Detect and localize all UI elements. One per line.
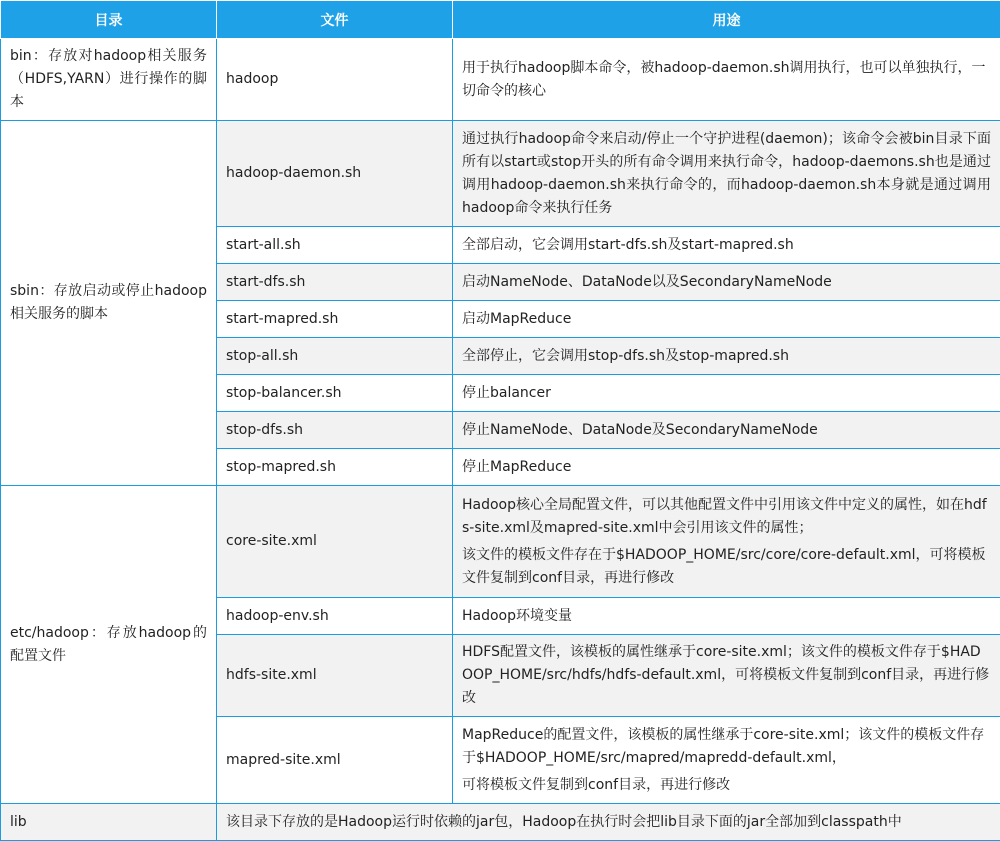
use-cell: 全部启动，它会调用start-dfs.sh及start-mapred.sh xyxy=(453,227,1000,264)
dir-cell-etc: etc/hadoop：存放hadoop的配置文件 xyxy=(1,486,217,804)
dir-cell-sbin: sbin：存放启动或停止hadoop相关服务的脚本 xyxy=(1,121,217,486)
dir-cell-bin: bin：存放对hadoop相关服务（HDFS,YARN）进行操作的脚本 xyxy=(1,39,217,121)
file-cell: stop-dfs.sh xyxy=(217,412,453,449)
header-file: 文件 xyxy=(217,1,453,39)
file-cell: start-all.sh xyxy=(217,227,453,264)
header-dir: 目录 xyxy=(1,1,217,39)
lib-use-cell: 该目录下存放的是Hadoop运行时依赖的jar包，Hadoop在执行时会把lib目录下面的jar全部加到classpath中 xyxy=(217,804,1000,841)
use-cell: HDFS配置文件，该模板的属性继承于core-site.xml；该文件的模板文件存于$HADOOP_HOME/src/hdfs/hdfs-default.xml，可将模板文件复制到conf目录，再进行修改 xyxy=(453,635,1000,717)
file-cell: stop-all.sh xyxy=(217,338,453,375)
use-cell: 启动NameNode、DataNode以及SecondaryNameNode xyxy=(453,264,1000,301)
use-cell: 启动MapReduce xyxy=(453,301,1000,338)
file-cell: hadoop-daemon.sh xyxy=(217,121,453,227)
file-cell: hadoop-env.sh xyxy=(217,598,453,635)
use-cell: MapReduce的配置文件，该模板的属性继承于core-site.xml；该文件的模板文件存于$HADOOP_HOME/src/mapred/mapredd-default.xml， 可将模板文件复制到conf目录，再进行修改 xyxy=(453,717,1000,804)
use-cell: 用于执行hadoop脚本命令，被hadoop-daemon.sh调用执行，也可以单独执行，一切命令的核心 xyxy=(453,39,1000,121)
file-cell: mapred-site.xml xyxy=(217,717,453,804)
file-cell: start-dfs.sh xyxy=(217,264,453,301)
table-row xyxy=(1,39,1000,121)
use-cell: 通过执行hadoop命令来启动/停止一个守护进程(daemon)；该命令会被bin目录下面所有以start或stop开头的所有命令调用来执行命令，hadoop-daemons.sh也是通过调用hadoop-daemon.sh来执行命令的，而hadoop-daemon.sh本身就是通过调用hadoop命令来执行任务 xyxy=(453,121,1000,227)
file-cell: stop-balancer.sh xyxy=(217,375,453,412)
use-cell: 停止MapReduce xyxy=(453,449,1000,486)
table-row xyxy=(1,804,1000,841)
dir-cell-lib: lib xyxy=(1,804,217,841)
file-cell: hdfs-site.xml xyxy=(217,635,453,717)
file-cell: start-mapred.sh xyxy=(217,301,453,338)
header-row xyxy=(1,1,1000,39)
use-cell: 停止NameNode、DataNode及SecondaryNameNode xyxy=(453,412,1000,449)
table-row xyxy=(1,486,1000,598)
file-cell: core-site.xml xyxy=(217,486,453,598)
file-cell: stop-mapred.sh xyxy=(217,449,453,486)
use-cell: 全部停止，它会调用stop-dfs.sh及stop-mapred.sh xyxy=(453,338,1000,375)
table-row xyxy=(1,121,1000,227)
use-cell: Hadoop环境变量 xyxy=(453,598,1000,635)
file-cell: hadoop xyxy=(217,39,453,121)
use-cell: Hadoop核心全局配置文件，可以其他配置文件中引用该文件中定义的属性，如在hdfs-site.xml及mapred-site.xml中会引用该文件的属性； 该文件的模板文件存在于$HADOOP_HOME/src/core/core-default.xml，可将模板文件复制到conf目录，再进行修改 xyxy=(453,486,1000,598)
use-cell: 停止balancer xyxy=(453,375,1000,412)
header-use: 用途 xyxy=(453,1,1000,39)
